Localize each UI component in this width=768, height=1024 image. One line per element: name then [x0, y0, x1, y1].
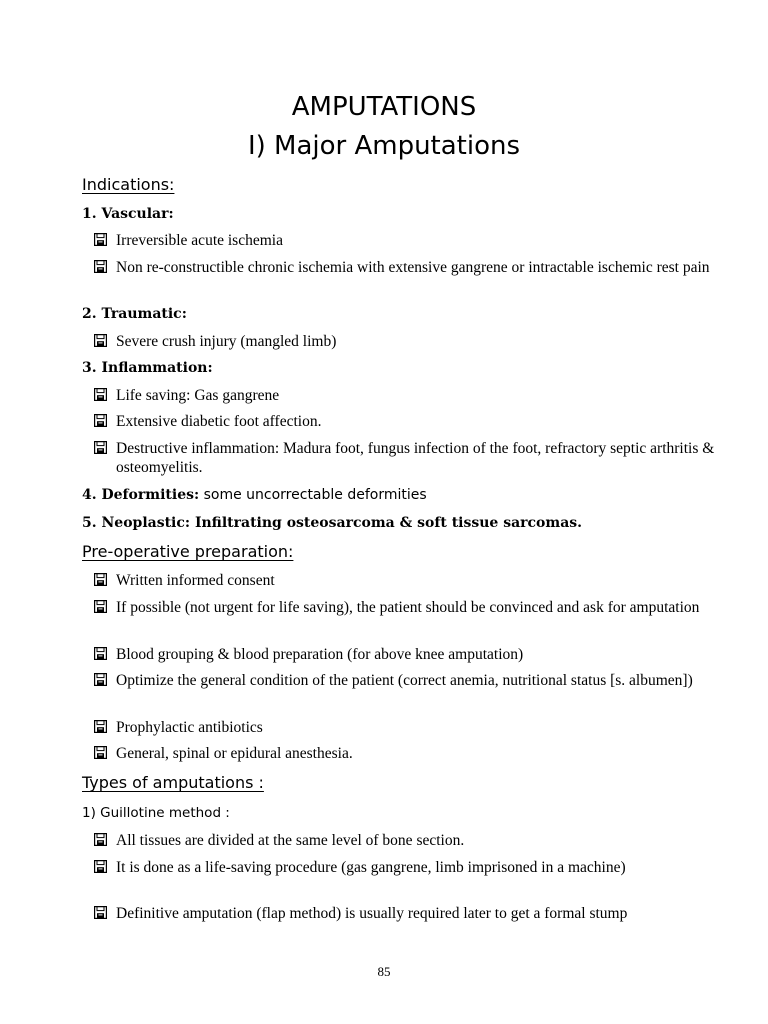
types-heading: Types of amputations : — [82, 773, 264, 792]
list-item-text: If possible (not urgent for life saving), the patient should be convinced and ask for amputation — [116, 599, 700, 616]
floppy-disk-icon — [94, 600, 107, 613]
list-item — [94, 645, 734, 664]
list-item — [94, 718, 734, 737]
preop-heading: Pre-operative preparation: — [82, 542, 294, 561]
floppy-disk-icon — [94, 746, 107, 759]
indications-heading: Indications: — [82, 175, 175, 194]
group-traumatic-label: 2. Traumatic: — [82, 306, 187, 322]
group-inflammation-label: 3. Inflammation: — [82, 360, 213, 376]
group-vascular-label: 1. Vascular: — [82, 206, 174, 222]
list-item-text: General, spinal or epidural anesthesia. — [116, 745, 353, 762]
list-item-text: Life saving: Gas gangrene — [116, 387, 280, 404]
floppy-disk-icon — [94, 720, 107, 733]
guillotine-heading: 1) Guillotine method : — [82, 805, 230, 821]
floppy-disk-icon — [94, 906, 107, 919]
floppy-disk-icon — [94, 334, 107, 347]
list-item — [94, 904, 734, 923]
list-item — [94, 598, 734, 617]
list-item-text: Written informed consent — [116, 572, 275, 589]
floppy-disk-icon — [94, 647, 107, 660]
list-item — [94, 439, 734, 477]
page-number: 85 — [377, 964, 391, 979]
list-item — [94, 386, 734, 405]
group-deformities-label — [82, 485, 427, 505]
list-item-text: Definitive amputation (flap method) is usually required later to get a formal stump — [116, 905, 628, 922]
list-item-text: Optimize the general condition of the patient (correct anemia, nutritional status [s. albumen]) — [116, 672, 693, 689]
list-item-text: Irreversible acute ischemia — [116, 232, 283, 249]
group-neoplastic-label: 5. Neoplastic: Infiltrating osteosarcoma & soft tissue sarcomas. — [82, 515, 583, 531]
list-item-text: Blood grouping & blood preparation (for above knee amputation) — [116, 646, 524, 663]
list-item-text: Prophylactic antibiotics — [116, 719, 263, 736]
floppy-disk-icon — [94, 573, 107, 586]
floppy-disk-icon — [94, 388, 107, 401]
floppy-disk-icon — [94, 860, 107, 873]
list-item — [94, 231, 734, 250]
page-subtitle: I) Major Amputations — [247, 131, 521, 161]
list-item — [94, 744, 734, 763]
list-item-text: Non re-constructible chronic ischemia with extensive gangrene or intractable ischemic rest pain — [116, 259, 710, 276]
list-item — [94, 831, 734, 850]
group-deformities-text: some uncorrectable deformities — [199, 487, 427, 503]
list-item — [94, 858, 734, 877]
floppy-disk-icon — [94, 233, 107, 246]
list-item-text: Extensive diabetic foot affection. — [116, 413, 322, 430]
floppy-disk-icon — [94, 414, 107, 427]
list-item — [94, 258, 734, 277]
group-deformities-title: 4. Deformities: — [82, 487, 200, 503]
list-item — [94, 412, 734, 431]
list-item-text: Destructive inflammation: Madura foot, fungus infection of the foot, refractory septic arthritis & osteomyelitis. — [116, 440, 715, 476]
list-item — [94, 671, 734, 690]
list-item — [94, 571, 734, 590]
list-item — [94, 332, 734, 351]
list-item-text: Severe crush injury (mangled limb) — [116, 333, 337, 350]
page-title: AMPUTATIONS — [291, 92, 477, 122]
list-item-text: It is done as a life-saving procedure (gas gangrene, limb imprisoned in a machine) — [116, 859, 626, 876]
list-item-text: All tissues are divided at the same level of bone section. — [116, 832, 465, 849]
floppy-disk-icon — [94, 833, 107, 846]
floppy-disk-icon — [94, 673, 107, 686]
floppy-disk-icon — [94, 441, 107, 454]
floppy-disk-icon — [94, 260, 107, 273]
